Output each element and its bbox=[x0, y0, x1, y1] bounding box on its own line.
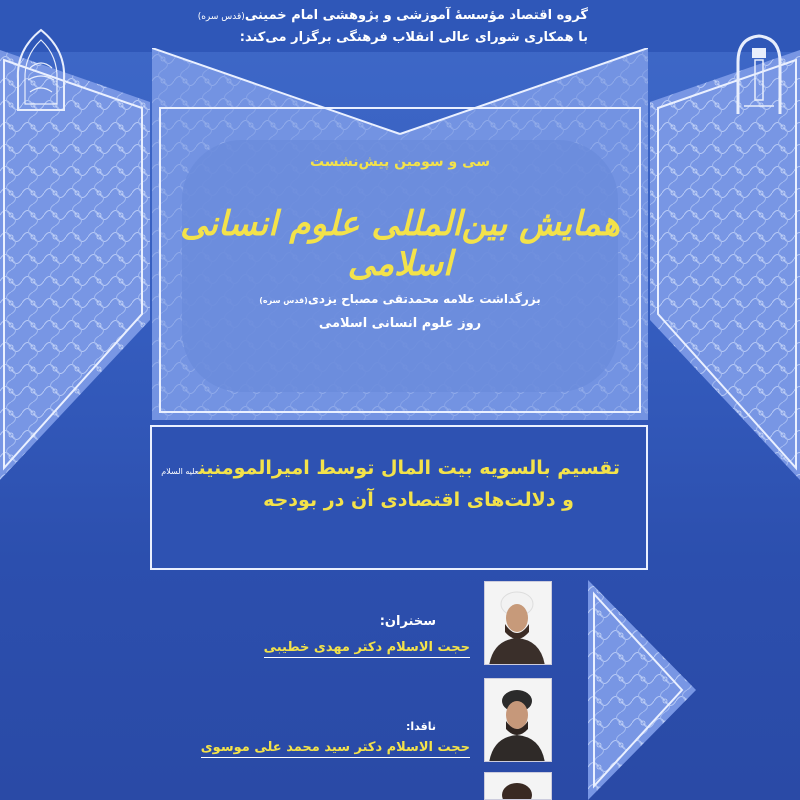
speaker-role: سخنران: bbox=[379, 614, 436, 629]
critic-role: ناقدا: bbox=[406, 720, 436, 733]
topic-line-1-text: تقسیم بالسویه بیت المال توسط امیرالمومنین bbox=[198, 457, 620, 479]
commemoration-note: (قدس سره) bbox=[259, 296, 308, 305]
event-title: همایش بین‌المللی علوم انسانی اسلامی bbox=[180, 204, 620, 284]
organizer-note: (قدس سره) bbox=[197, 12, 245, 22]
cooperation-line: با همکاری شورای عالی انقلاب فرهنگی برگزار می‌کند: bbox=[239, 30, 588, 45]
commemoration-text: بزرگداشت علامه محمدتقی مصباح یزدی bbox=[307, 292, 541, 306]
topic-box bbox=[150, 425, 648, 570]
organizer-text: گروه اقتصاد مؤسسهٔ آموزشی و پژوهشی امام خمینی bbox=[244, 8, 588, 23]
humanities-day: روز علوم انسانی اسلامی bbox=[318, 316, 482, 331]
organizer-line bbox=[198, 8, 588, 23]
topic-line-1 bbox=[161, 457, 620, 479]
event-series: سی و سومین پیش‌نشست bbox=[309, 154, 491, 170]
third-photo bbox=[484, 772, 552, 800]
university-emblem-logo bbox=[10, 28, 72, 116]
topic-line-2: و دلالت‌های اقتصادی آن در بودجه bbox=[263, 489, 574, 511]
speaker-name: حجت الاسلام دکتر مهدی خطیبی bbox=[264, 640, 470, 658]
speaker-photo bbox=[484, 581, 552, 665]
critic-photo bbox=[484, 678, 552, 762]
institute-logo bbox=[728, 28, 790, 116]
critic-name: حجت الاسلام دکتر سید محمد علی موسوی bbox=[201, 740, 470, 758]
commemoration-line bbox=[152, 292, 648, 306]
topic-line-1-note: علیه السلام bbox=[161, 467, 199, 476]
lower-ornament-diamond bbox=[588, 580, 696, 800]
